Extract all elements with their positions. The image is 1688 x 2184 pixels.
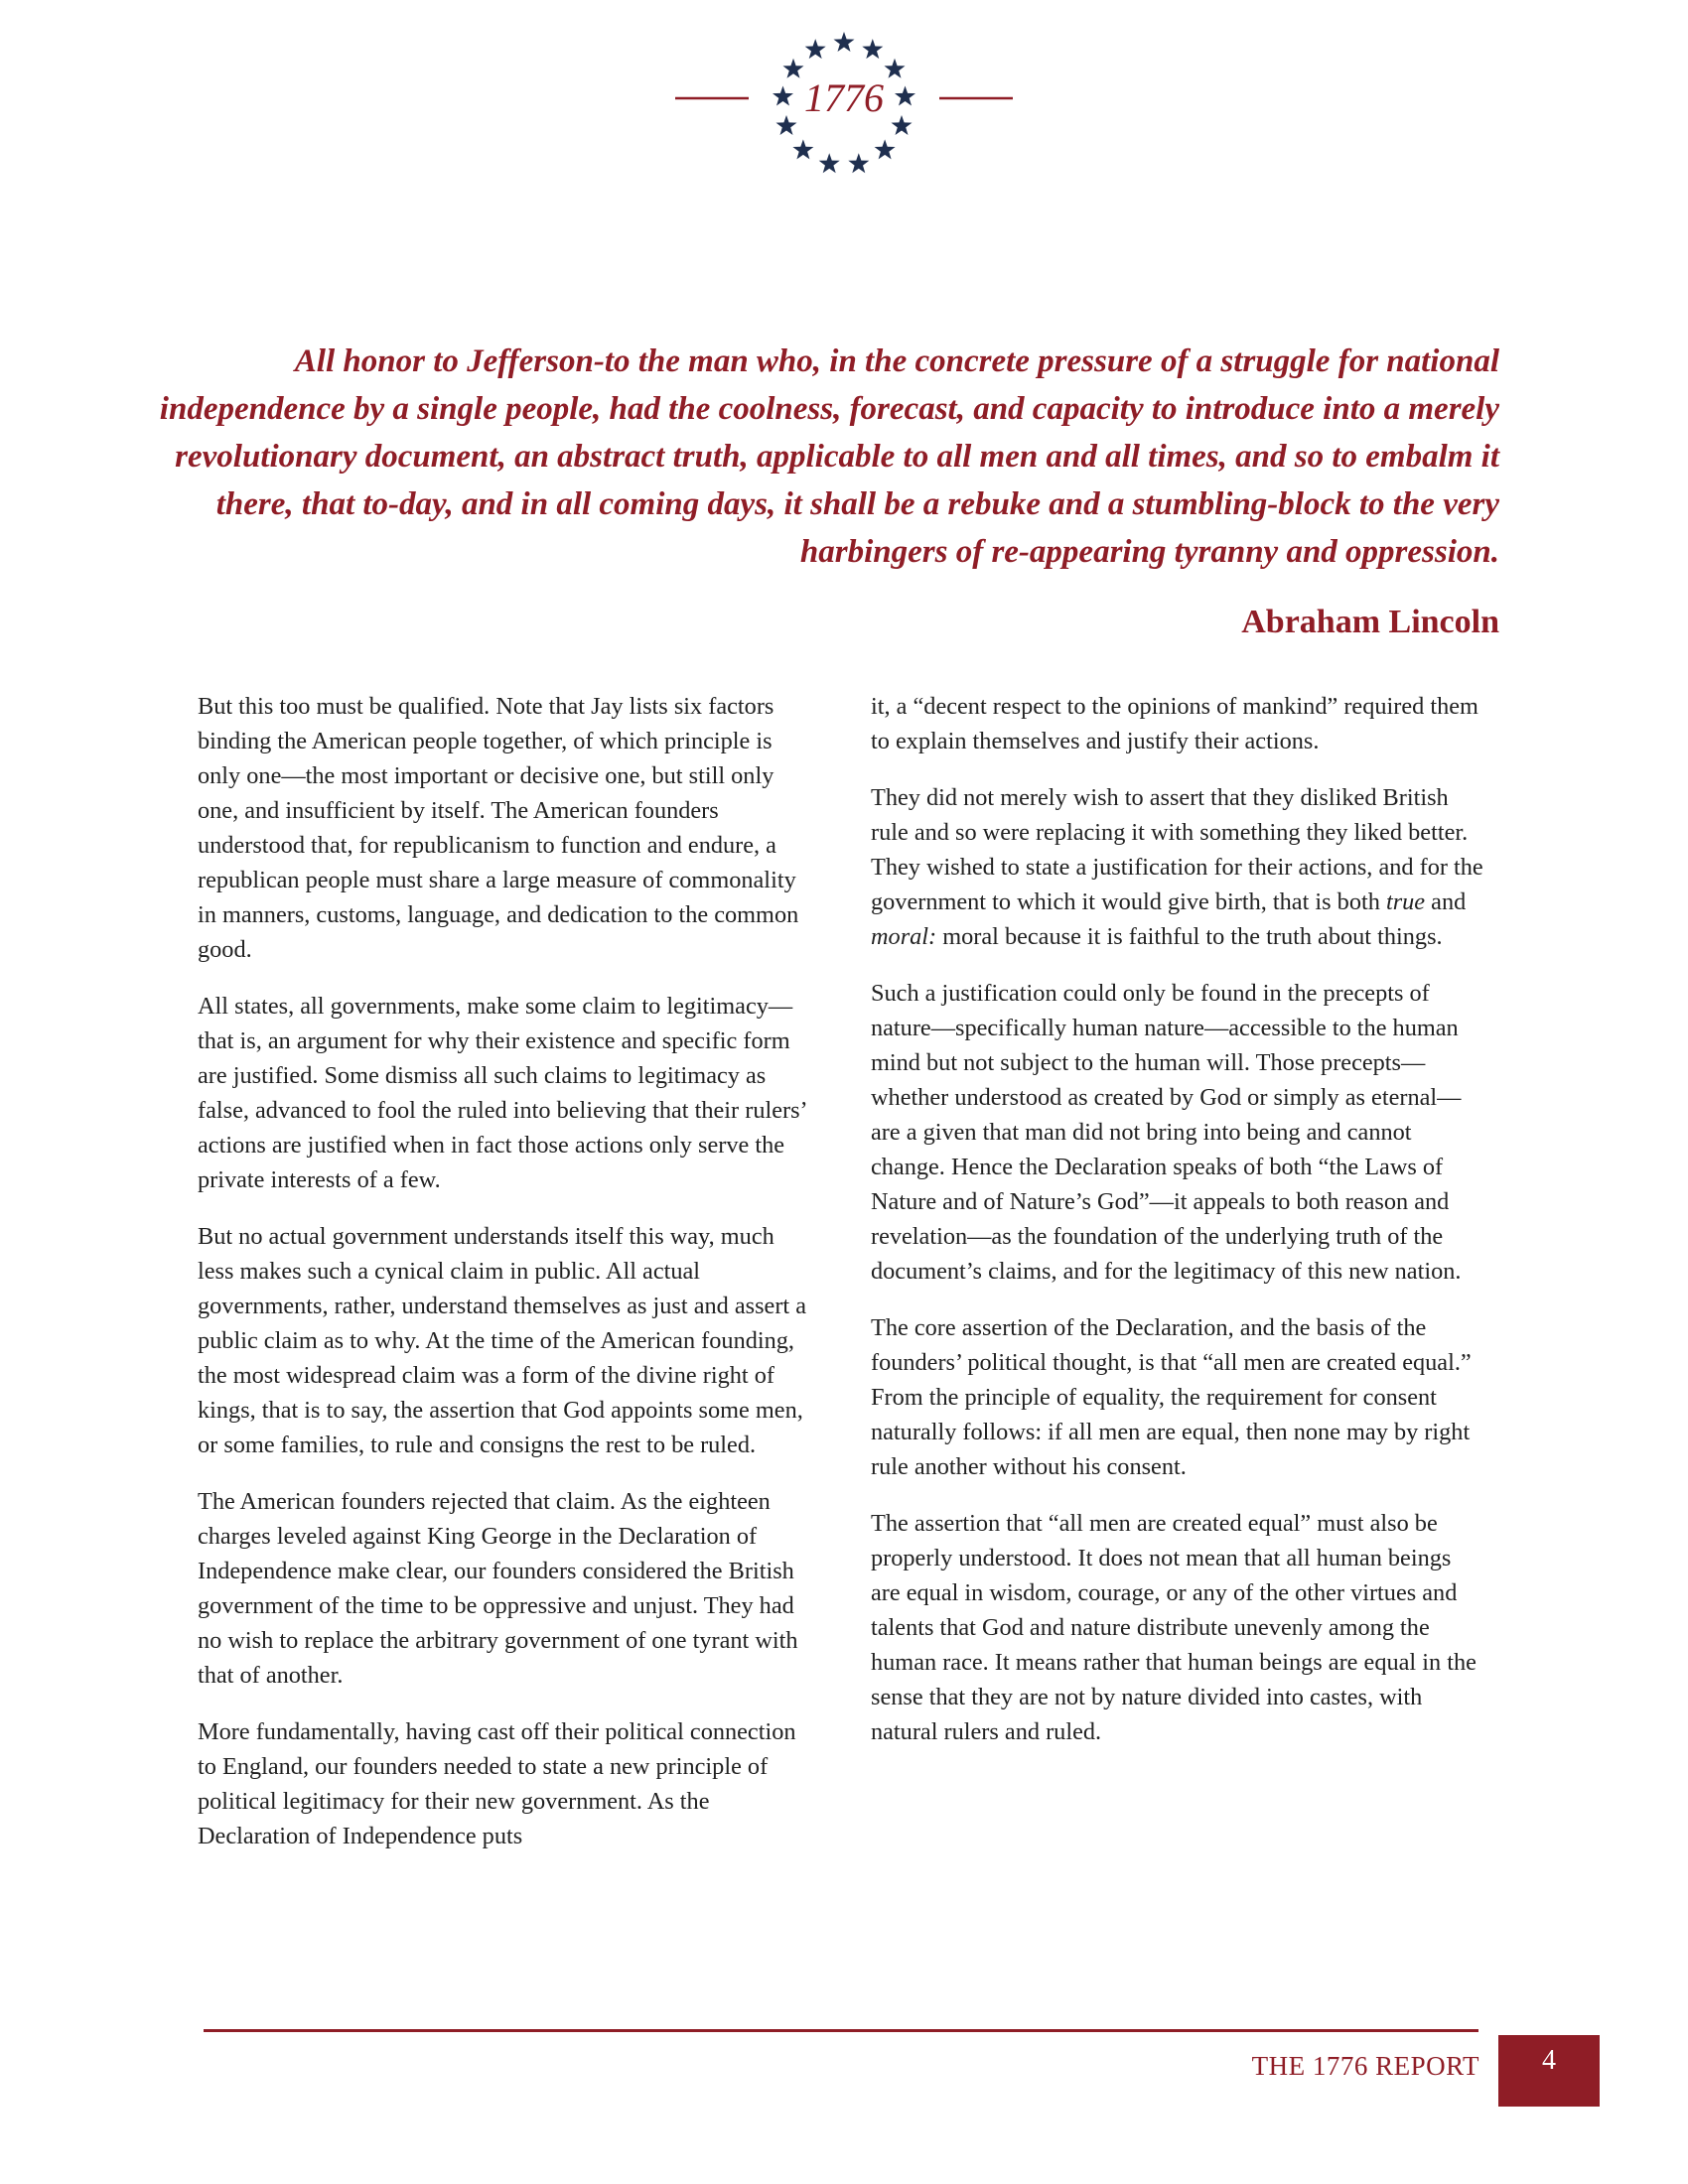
footer-rule [204, 2029, 1478, 2032]
paragraph: The assertion that “all men are created equal” must also be properly understood. It does not mean that all human beings are equal in wisdom, courage, or any of the other virtues and talents that God and nature distribute unevenly among the human race. It means rather that human beings are equal in the sense that they are not by nature divided into castes, with natural rulers and ruled. [871, 1510, 1477, 1745]
star-icon [848, 153, 869, 173]
footer-title: THE 1776 REPORT [1251, 2051, 1479, 2081]
logo-1776 [671, 22, 1017, 191]
star-icon [773, 86, 793, 106]
text-run: They did not merely wish to assert that they disliked British rule and so were replacing it with something they liked better. They wished to state a justification for their actions, and for the government to which it would give birth, that is both [871, 784, 1483, 915]
star-icon [895, 86, 915, 106]
star-icon [776, 115, 797, 135]
body-column-right [871, 689, 1484, 1771]
star-icon [805, 39, 826, 59]
epigraph-quote: All honor to Jefferson-to the man who, in the concrete pressure of a struggle for national independence by a single people, had the coolness, forecast, and capacity to introduce into a merely revolutionary document, an abstract truth, applicable to all men and all times, and so to embalm it there, that to-day, and in all coming days, it shall be a rebuke and a stumbling-block to the very harbingers of re-appearing tyranny and oppression. [159, 343, 1499, 570]
body-column-left [198, 689, 811, 1875]
epigraph-author: Abraham Lincoln [1241, 604, 1499, 640]
star-icon [875, 139, 896, 159]
emphasis-true: true [1385, 888, 1426, 915]
text-run: moral because it is faithful to the truth about things. [936, 923, 1443, 950]
logo-text: 1776 [804, 75, 884, 120]
paragraph: More fundamentally, having cast off their political connection to England, our founders needed to state a new principle of political legitimacy for their new government. As the Declaration of Independence puts [198, 1718, 796, 1849]
paragraph: But no actual government understands itself this way, much less makes such a cynical claim in public. All actual governments, rather, understand themselves as just and assert a public claim as to why. At the time of the American founding, the most widespread claim was a form of the divine right of kings, that is to say, the assertion that God appoints some men, or some families, to rule and consigns the rest to be ruled. [198, 1223, 807, 1458]
star-icon [862, 39, 883, 59]
paragraph: All states, all governments, make some claim to legitimacy—that is, an argument for why their existence and specific form are justified. Some dismiss all such claims to legitimacy as false, advanced to fool the ruled into believing that their rulers’ actions are justified when in fact those actions only serve the private interests of a few. [198, 993, 806, 1193]
paragraph: it, a “decent respect to the opinions of mankind” required them to explain themselves and justify their actions. [871, 693, 1478, 754]
star-icon [792, 139, 813, 159]
star-icon [885, 59, 906, 78]
emphasis-moral: moral: [871, 923, 937, 950]
star-icon [834, 32, 855, 52]
paragraph: But this too must be qualified. Note that Jay lists six factors binding the American people together, of which principle is only one—the most important or decisive one, but still only one, and insufficient by itself. The American founders understood that, for republicanism to function and endure, a republican people must share a large measure of commonality in manners, customs, language, and dedication to the common good. [198, 693, 799, 963]
paragraph: The core assertion of the Declaration, and the basis of the founders’ political thought, is that “all men are created equal.” From the principle of equality, the requirement for consent naturally follows: if all men are equal, then none may by right rule another without his consent. [871, 1314, 1472, 1480]
paragraph: Such a justification could only be found in the precepts of nature—specifically human nature—accessible to the human mind but not subject to the human will. Those precepts—whether understood as created by God or simply as eternal—are a given that man did not bring into being and cannot change. Hence the Declaration speaks of both “the Laws of Nature and of Nature’s God”—it appeals to both reason and revelation—as the foundation of the underlying truth of the document’s claims, and for the legitimacy of this new nation. [871, 980, 1462, 1285]
page-number: 4 [1498, 2035, 1600, 2107]
star-icon [892, 115, 913, 135]
paragraph [871, 780, 1484, 954]
star-icon [819, 153, 840, 173]
star-icon [783, 59, 804, 78]
paragraph: The American founders rejected that claim. As the eighteen charges leveled against King George in the Declaration of Independence make clear, our founders considered the British government of the time to be oppressive and unjust. They had no wish to replace the arbitrary government of one tyrant with that of another. [198, 1488, 798, 1689]
text-run: and [1425, 888, 1467, 915]
